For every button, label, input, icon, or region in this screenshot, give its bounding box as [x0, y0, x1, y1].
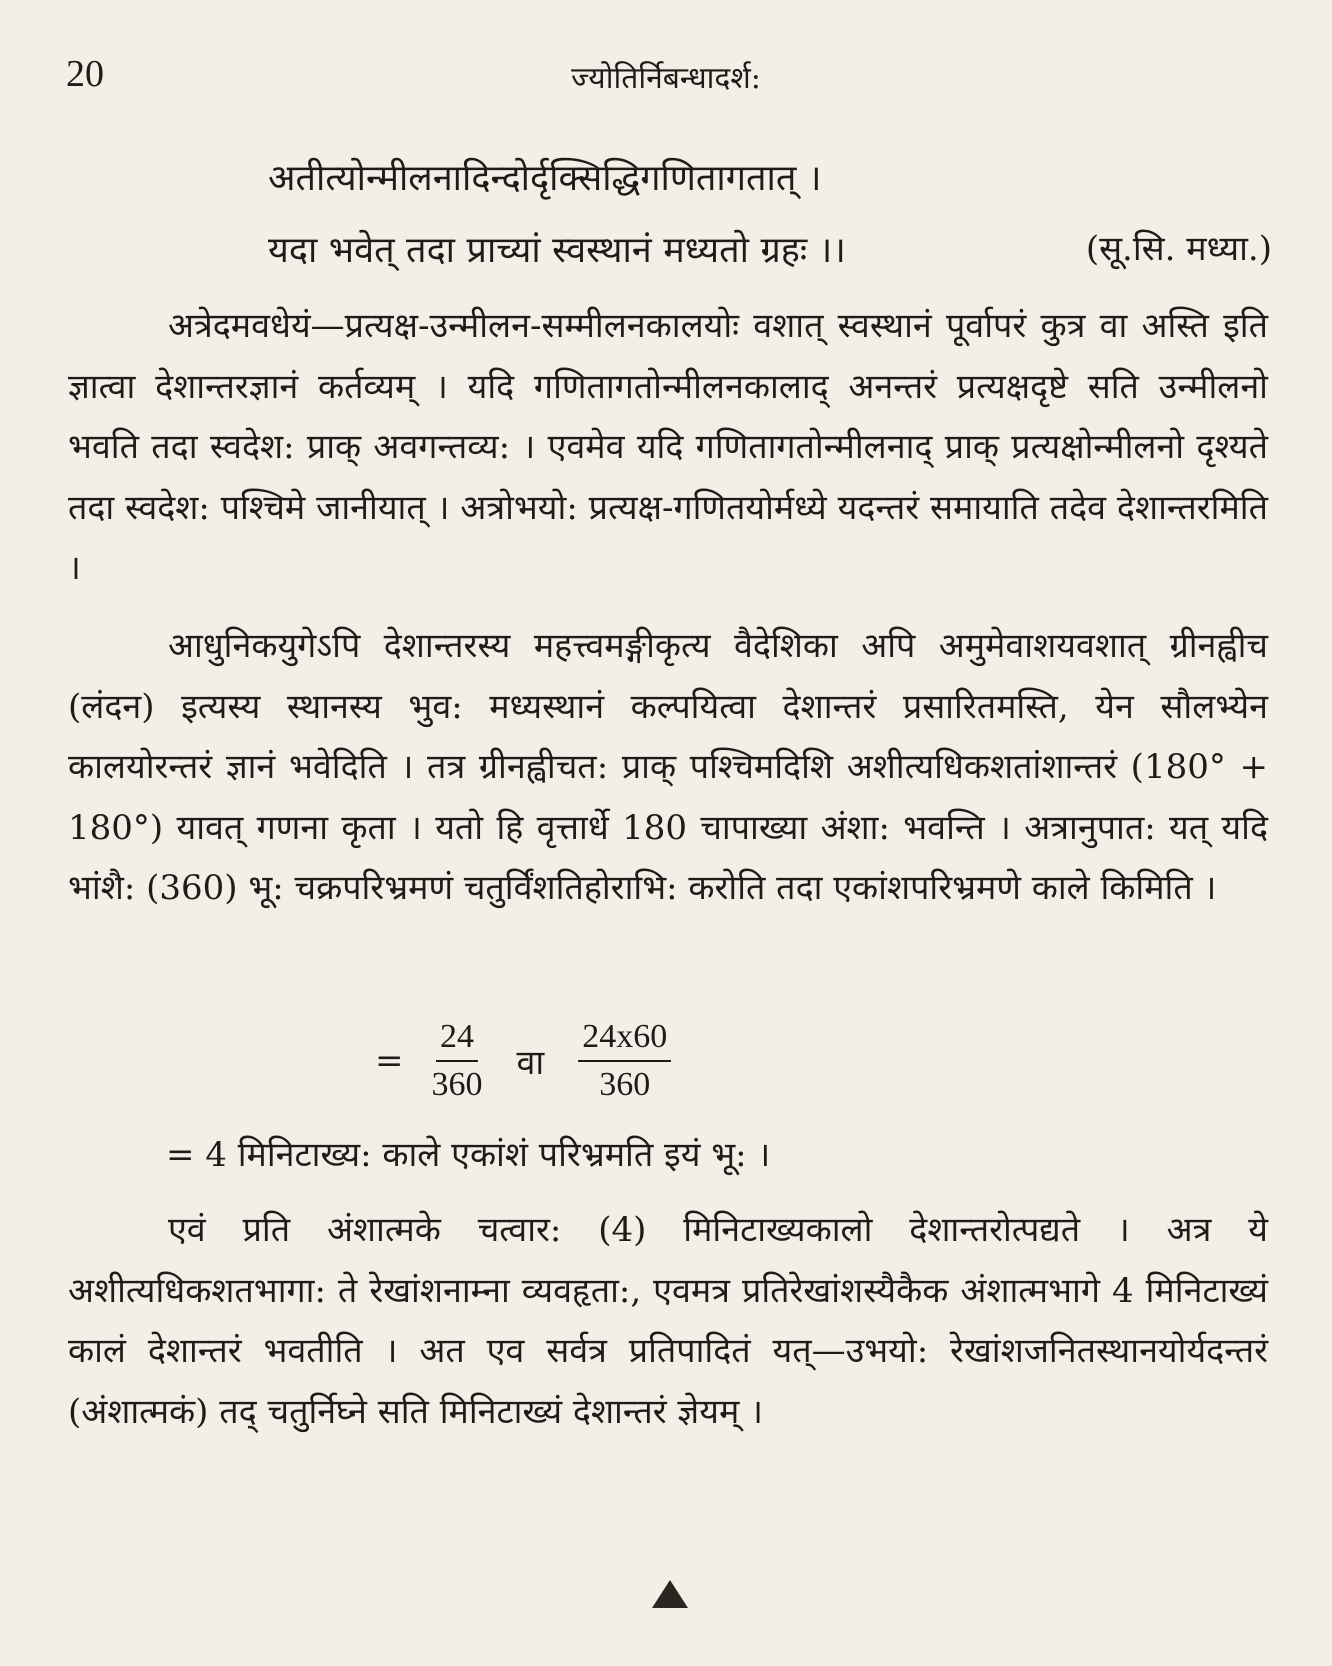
- fraction-1: [432, 1018, 483, 1104]
- fraction-1-denominator: 360: [431, 1066, 483, 1103]
- or-word: वा: [516, 1043, 545, 1083]
- fraction-2-denominator: 360: [599, 1066, 651, 1103]
- verse-line-2: यदा भवेत् तदा प्राच्यां स्वस्थानं मध्यतो ग्रहः ।।: [268, 230, 846, 271]
- paragraph-3-text: एवं प्रति अंशात्मके चत्वार: (4) मिनिटाख्यकालो देशान्तरोत्पद्यते । अत्र ये अशीत्यधिकशतभागा: ते रेखांशनाम्ना व्यवहृता:, एवमत्र प्रतिरेखांशस्यैकैक अंशात्मभागे 4 मिनिटाख्यं कालं देशान्तरं भवतीति । अत एव सर्वत्र प्रतिपादितं यत्—उभयो: रेखांशजनितस्थानयोर्यदन्तरं (अंशात्मकं) तद् चतुर्निघ्ने सति मिनिटाख्यं देशान्तरं ज्ञेयम् ।: [68, 1210, 1268, 1432]
- paragraph-1-text: अत्रेदमवधेयं—प्रत्यक्ष-उन्मीलन-सम्मीलनकालयोः वशात् स्वस्थानं पूर्वापरं कुत्र वा अस्ति इति ज्ञात्वा देशान्तरज्ञानं कर्तव्यम् । यदि गणितागतोन्मीलनकालाद् अनन्तरं प्रत्यक्षदृष्टे सति उन्मीलनो भवति तदा स्वदेश: प्राक् अवगन्तव्य: । एवमेव यदि गणितागतोन्मीलनाद् प्राक् प्रत्यक्षोन्मीलनो दृश्यते तदा स्वदेश: पश्चिमे जानीयात् । अत्रोभयो: प्रत्यक्ष-गणितयोर्मध्ये यदन्तरं समायाति तदेव देशान्तरमिति ।: [68, 306, 1268, 588]
- fraction-equation: [375, 1018, 685, 1104]
- page-number: 20: [66, 53, 104, 95]
- fraction-2: [578, 1018, 671, 1104]
- paragraph-3: [68, 1200, 1268, 1442]
- equals-sign: =: [375, 1041, 404, 1081]
- paragraph-2-text: आधुनिकयुगेऽपि देशान्तरस्य महत्त्वमङ्गीकृत्य वैदेशिका अपि अमुमेवाशयवशात् ग्रीनह्वीच (लंदन) इत्यस्य स्थानस्य भुव: मध्यस्थानं कल्पयित्वा देशान्तरं प्रसारितमस्ति, येन सौलभ्येन कालयोरन्तरं ज्ञानं भवेदिति । तत्र ग्रीनह्वीचत: प्राक् पश्चिमदिशि अशीत्यधिकशतांशान्तरं (180° + 180°) यावत् गणना कृता । यतो हि वृत्तार्धे 180 चापाख्या अंशा: भवन्ति । अत्रानुपात: यत् यदि भांशै: (360) भू: चक्रपरिभ्रमणं चतुर्विंशतिहोराभि: करोति तदा एकांशपरिभ्रमणे काले किमिति ।: [68, 626, 1268, 908]
- triangle-marker-icon: [652, 1580, 688, 1608]
- paragraph-1: [68, 296, 1268, 599]
- equation-result: = 4 मिनिटाख्य: काले एकांशं परिभ्रमति इयं भू: ।: [166, 1135, 771, 1175]
- running-title: ज्योतिर्निबन्धादर्श:: [571, 61, 761, 96]
- verse-reference: (सू.सि. मध्या.): [1085, 229, 1272, 269]
- verse-line-1: अतीत्योन्मीलनादिन्दोर्दृक्सिद्धिगणितागतात् ।: [268, 158, 822, 199]
- fraction-1-numerator: 24: [436, 1018, 478, 1062]
- paragraph-2: [68, 616, 1268, 919]
- fraction-2-numerator: 24x60: [578, 1018, 671, 1062]
